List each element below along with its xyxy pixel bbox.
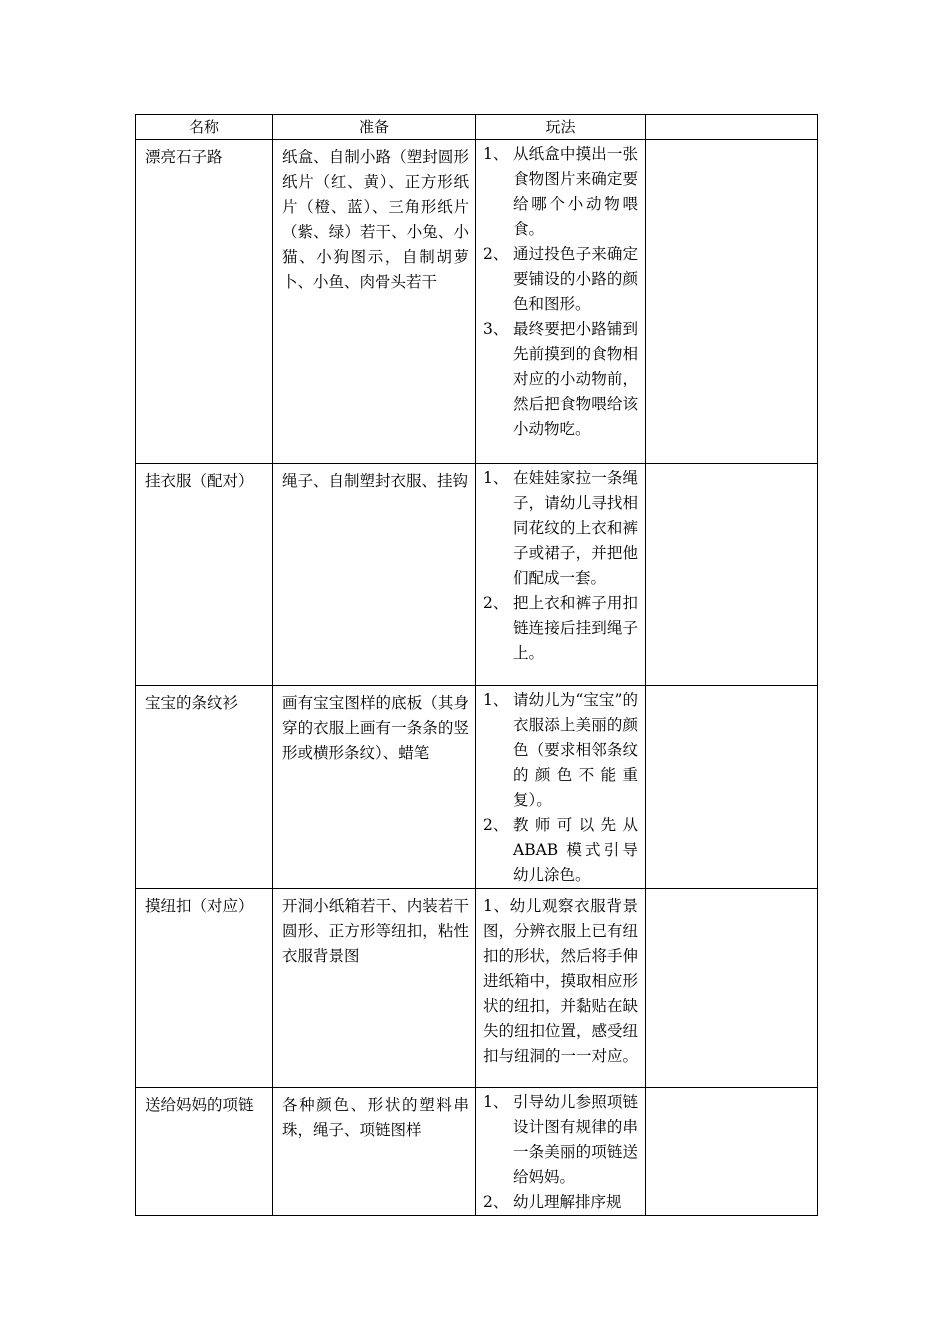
step-number: 3、 (483, 320, 509, 338)
step-number: 2、 (483, 1193, 509, 1211)
table-row (136, 889, 818, 1088)
activity-table (135, 114, 818, 1216)
step-text: 幼儿理解排序规 (513, 1193, 622, 1211)
play-step (483, 466, 638, 591)
play-step (483, 1190, 638, 1215)
table-row (136, 140, 818, 464)
header-blank (646, 115, 818, 140)
activity-prep: 画有宝宝图样的底板（其身穿的衣服上画有一条条的竖形或横形条纹）、蜡笔 (282, 694, 469, 762)
header-play: 玩法 (476, 115, 646, 140)
step-text: 请幼儿为“宝宝”的衣服添上美丽的颜色（要求相邻条纹的颜色不能重复）。 (513, 691, 638, 809)
step-number: 2、 (483, 594, 509, 612)
play-step (483, 688, 638, 813)
blank-cell (646, 686, 818, 889)
blank-cell (646, 464, 818, 686)
play-step (483, 242, 638, 317)
play-step (483, 1090, 638, 1190)
activity-name: 挂衣服（配对） (145, 472, 254, 490)
activity-play (476, 889, 645, 1069)
blank-cell (646, 140, 818, 464)
step-number: 1、 (483, 1093, 509, 1111)
activity-prep: 各种颜色、形状的塑料串珠，绳子、项链图样 (282, 1096, 469, 1139)
step-text: 最终要把小路铺到先前摸到的食物相对应的小动物前，然后把食物喂给该小动物吃。 (513, 320, 638, 438)
step-text: 通过投色子来确定要铺设的小路的颜色和图形。 (513, 245, 638, 313)
step-number: 1、 (483, 691, 509, 709)
activity-play (476, 464, 645, 666)
table-row (136, 686, 818, 889)
step-number: 2、 (483, 816, 509, 834)
step-text: 把上衣和裤子用扣链连接后挂到绳子上。 (513, 594, 638, 662)
header-name: 名称 (136, 115, 273, 140)
activity-prep: 纸盒、自制小路（塑封圆形纸片（红、黄）、正方形纸片（橙、蓝）、三角形纸片（紫、绿）若干、小兔、小猫、小狗图示，自制胡萝卜、小鱼、肉骨头若干 (282, 148, 469, 291)
activity-name: 送给妈妈的项链 (145, 1096, 254, 1114)
step-number: 1、 (483, 145, 509, 163)
play-step (483, 591, 638, 666)
activity-play (476, 140, 645, 442)
step-text: 在娃娃家拉一条绳子，请幼儿寻找相同花纹的上衣和裤子或裙子，并把他们配成一套。 (513, 469, 638, 587)
activity-name: 摸纽扣（对应） (145, 897, 254, 915)
activity-prep: 开洞小纸箱若干、内装若干圆形、正方形等纽扣，粘性衣服背景图 (282, 897, 469, 965)
activity-play (476, 686, 645, 888)
step-text: 教师可以先从ABAB 模式引导幼儿涂色。 (513, 816, 638, 884)
header-prep: 准备 (273, 115, 476, 140)
table-row (136, 464, 818, 686)
step-number: 2、 (483, 245, 509, 263)
play-step (483, 142, 638, 242)
activity-name: 漂亮石子路 (145, 148, 223, 166)
play-step (483, 813, 638, 888)
play-step (483, 317, 638, 442)
table-header-row (136, 115, 818, 140)
step-text: 从纸盒中摸出一张食物图片来确定要给哪个小动物喂食。 (513, 145, 638, 238)
blank-cell (646, 1088, 818, 1216)
activity-prep: 绳子、自制塑封衣服、挂钩 (282, 472, 469, 490)
step-text: 引导幼儿参照项链设计图有规律的串一条美丽的项链送给妈妈。 (513, 1093, 638, 1186)
blank-cell (646, 889, 818, 1088)
activity-name: 宝宝的条纹衫 (145, 694, 239, 712)
table-row (136, 1088, 818, 1216)
activity-play (476, 1088, 645, 1215)
step-number: 1、 (483, 469, 509, 487)
play-paragraph: 1、幼儿观察衣服背景图，分辨衣服上已有纽扣的形状，然后将手伸进纸箱中，摸取相应形状的纽扣，并黏贴在缺失的纽扣位置，感受纽扣与纽洞的一一对应。 (483, 897, 639, 1065)
